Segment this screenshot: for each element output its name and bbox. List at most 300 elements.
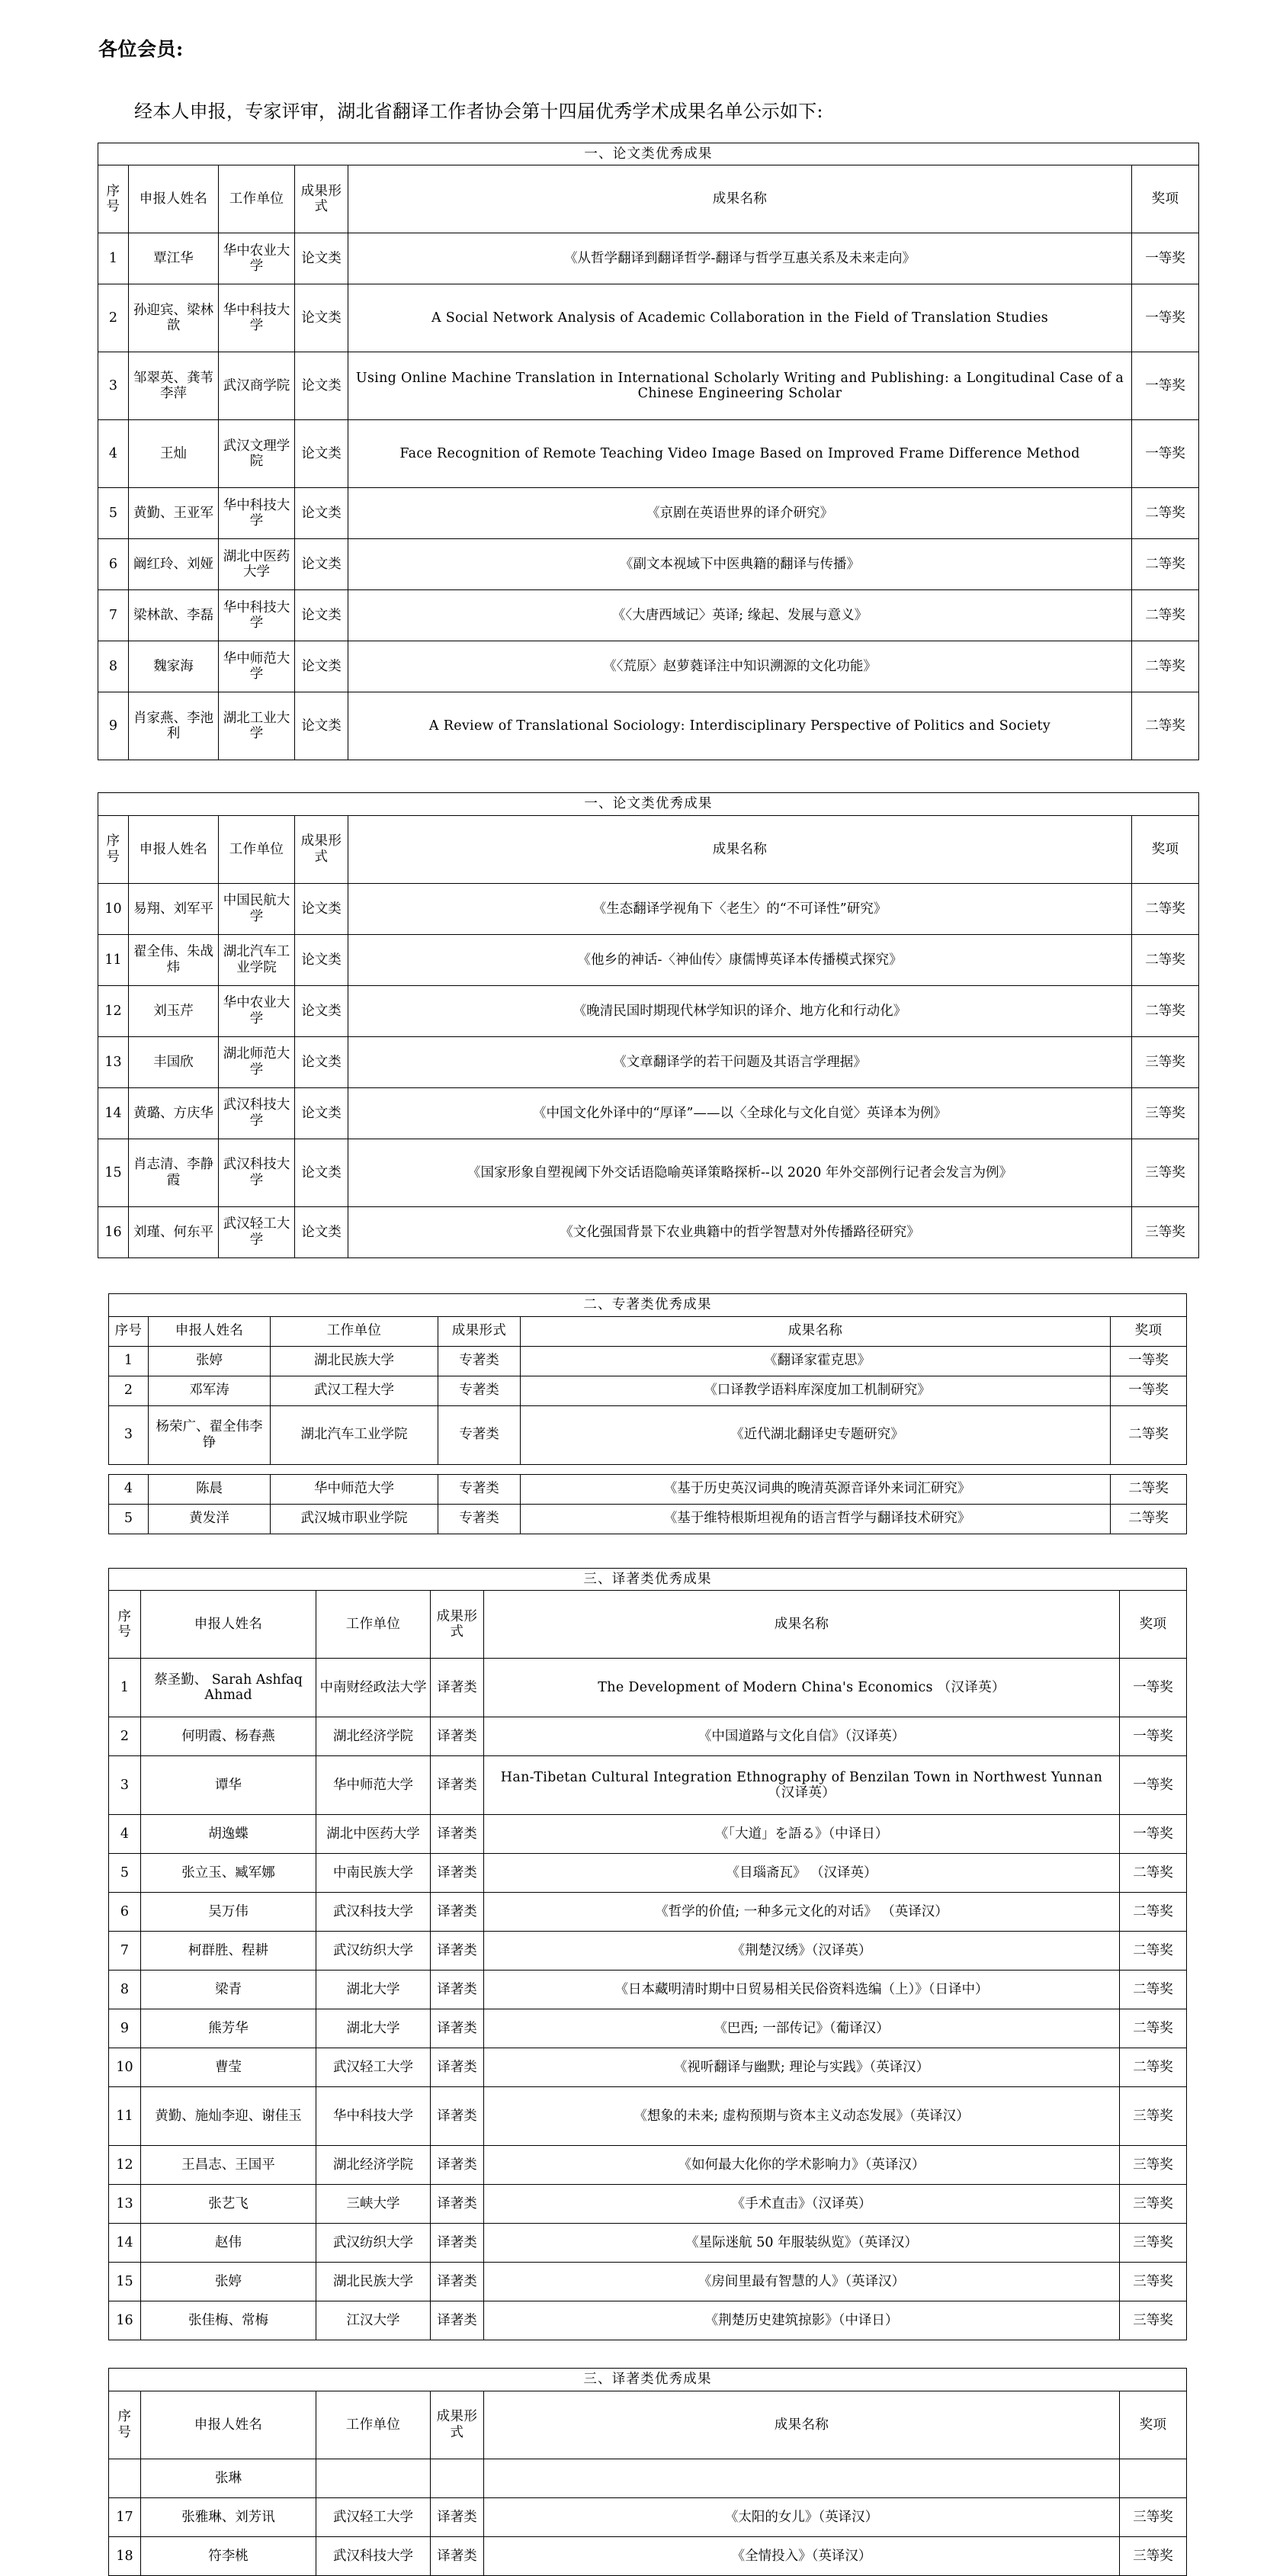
cell-award: 三等奖 <box>1120 2263 1187 2301</box>
section-monographs-b <box>108 1474 1187 1534</box>
table-row <box>109 2301 1187 2340</box>
cell-unit: 武汉商学院 <box>219 352 295 420</box>
cell-no: 2 <box>109 1717 141 1756</box>
section-heading-row <box>109 1293 1187 1316</box>
table-row <box>109 2048 1187 2087</box>
table-row <box>98 1139 1199 1206</box>
cell-no: 7 <box>109 1932 141 1971</box>
col-header-form: 成果形式 <box>295 815 348 883</box>
cell-title: 《日本藏明清时期中日贸易相关民俗资料选编（上）》（日译中） <box>484 1971 1120 2009</box>
table-row <box>98 1206 1199 1257</box>
cell-unit: 武汉纺织大学 <box>316 2224 431 2263</box>
col-header-unit: 工作单位 <box>219 165 295 233</box>
cell-no: 5 <box>109 1854 141 1893</box>
col-header-title: 成果名称 <box>348 165 1132 233</box>
cell-title: 《星际迷航 50 年服装纵览》（英译汉） <box>484 2224 1120 2263</box>
col-header-unit: 工作单位 <box>316 1591 431 1659</box>
cell-form: 译著类 <box>431 1717 484 1756</box>
cell-title: 《近代湖北翻译史专题研究》 <box>521 1405 1111 1464</box>
col-header-title: 成果名称 <box>484 2391 1120 2459</box>
cell-no: 18 <box>109 2536 141 2575</box>
cell-unit: 湖北汽车工业学院 <box>219 934 295 985</box>
cell-name: 翟全伟、朱战炜 <box>129 934 219 985</box>
cell-award: 一等奖 <box>1132 284 1199 352</box>
section-heading: 一、论文类优秀成果 <box>98 143 1199 165</box>
col-header-no: 序号 <box>98 815 129 883</box>
cell-no: 12 <box>109 2146 141 2185</box>
table-row <box>109 2146 1187 2185</box>
cell-unit: 华中科技大学 <box>219 284 295 352</box>
cell-title: 《手术直击》（汉译英） <box>484 2185 1120 2224</box>
col-header-award: 奖项 <box>1132 815 1199 883</box>
table-row <box>109 1405 1187 1464</box>
cell-name: 张婷 <box>141 2263 316 2301</box>
cell-title: Using Online Machine Translation in International Scholarly Writing and Publishing: a Longitudinal Case of a Chinese Engineering Scholar <box>348 352 1132 420</box>
salutation: 各位会员: <box>98 38 184 60</box>
cell-name: 符李桃 <box>141 2536 316 2575</box>
table-header-row <box>109 1316 1187 1346</box>
col-header-name: 申报人姓名 <box>129 165 219 233</box>
cell-no: 15 <box>98 1139 129 1206</box>
cell-award: 二等奖 <box>1132 883 1199 934</box>
cell-award: 二等奖 <box>1132 692 1199 760</box>
cell-award: 二等奖 <box>1120 1893 1187 1932</box>
cell-title: 《视听翻译与幽默; 理论与实践》（英译汉） <box>484 2048 1120 2087</box>
cell-award: 三等奖 <box>1132 1036 1199 1087</box>
cell-award: 一等奖 <box>1120 1659 1187 1717</box>
cell-title: 《副文本视域下中医典籍的翻译与传播》 <box>348 539 1132 590</box>
cell-unit: 武汉轻工大学 <box>316 2497 431 2536</box>
col-header-no: 序号 <box>98 165 129 233</box>
cell-no: 6 <box>109 1893 141 1932</box>
cell-unit: 武汉科技大学 <box>316 1893 431 1932</box>
col-header-form: 成果形式 <box>438 1316 521 1346</box>
cell-form: 论文类 <box>295 488 348 539</box>
cell-unit: 湖北民族大学 <box>316 2263 431 2301</box>
col-header-title: 成果名称 <box>521 1316 1111 1346</box>
table-row <box>109 1474 1187 1504</box>
table-row <box>109 1659 1187 1717</box>
cell-no: 1 <box>109 1659 141 1717</box>
table-row <box>109 2263 1187 2301</box>
cell-name: 张婷 <box>149 1346 271 1376</box>
cell-name: 阚红玲、刘娅 <box>129 539 219 590</box>
cell-title: 《中国道路与文化自信》（汉译英） <box>484 1717 1120 1756</box>
cell-form: 译著类 <box>431 2048 484 2087</box>
col-header-title: 成果名称 <box>484 1591 1120 1659</box>
cell-title: A Social Network Analysis of Academic Collaboration in the Field of Translation Studies <box>348 284 1132 352</box>
cell-name: 梁青 <box>141 1971 316 2009</box>
cell-name: 张琳 <box>141 2459 316 2497</box>
cell-award: 三等奖 <box>1120 2301 1187 2340</box>
table-row <box>98 284 1199 352</box>
cell-form: 论文类 <box>295 420 348 488</box>
cell-name: 邓军涛 <box>149 1376 271 1405</box>
col-header-no: 序号 <box>109 2391 141 2459</box>
cell-unit: 湖北工业大学 <box>219 692 295 760</box>
cell-unit: 中南财经政法大学 <box>316 1659 431 1717</box>
cell-award: 三等奖 <box>1132 1206 1199 1257</box>
translations-a-rows <box>109 1659 1187 2340</box>
cell-no: 3 <box>109 1405 149 1464</box>
cell-title: 《〈荒原〉赵萝蕤译注中知识溯源的文化功能》 <box>348 641 1132 692</box>
cell-title: 《他乡的神话-〈神仙传〉康儒博英译本传播模式探究》 <box>348 934 1132 985</box>
cell-no: 8 <box>98 641 129 692</box>
cell-title: 《晚清民国时期现代林学知识的译介、地方化和行动化》 <box>348 985 1132 1036</box>
table-row <box>109 2497 1187 2536</box>
cell-title: 《文化强国背景下农业典籍中的哲学智慧对外传播路径研究》 <box>348 1206 1132 1257</box>
cell-award: 二等奖 <box>1132 641 1199 692</box>
cell-award: 二等奖 <box>1132 488 1199 539</box>
cell-unit: 武汉文理学院 <box>219 420 295 488</box>
cell-title: Face Recognition of Remote Teaching Video Image Based on Improved Frame Difference Method <box>348 420 1132 488</box>
cell-award: 三等奖 <box>1120 2536 1187 2575</box>
cell-title: 《京剧在英语世界的译介研究》 <box>348 488 1132 539</box>
table-row <box>109 1504 1187 1534</box>
cell-award: 二等奖 <box>1132 539 1199 590</box>
cell-name: 孙迎宾、梁林歆 <box>129 284 219 352</box>
cell-form: 译著类 <box>431 1815 484 1854</box>
cell-no: 15 <box>109 2263 141 2301</box>
cell-award: 三等奖 <box>1120 2224 1187 2263</box>
cell-name: 曹莹 <box>141 2048 316 2087</box>
cell-name: 刘玉芹 <box>129 985 219 1036</box>
table-row <box>109 2459 1187 2497</box>
cell-unit: 武汉城市职业学院 <box>271 1504 438 1534</box>
cell-unit <box>316 2459 431 2497</box>
table-row <box>98 488 1199 539</box>
cell-award: 二等奖 <box>1132 985 1199 1036</box>
section-heading: 三、译著类优秀成果 <box>109 1568 1187 1591</box>
cell-name: 刘瑾、何东平 <box>129 1206 219 1257</box>
cell-name: 黄勤、施灿李迎、谢佳玉 <box>141 2087 316 2146</box>
cell-form: 专著类 <box>438 1376 521 1405</box>
cell-name: 易翔、刘军平 <box>129 883 219 934</box>
table-row <box>109 1971 1187 2009</box>
cell-title: 《房间里最有智慧的人》（英译汉） <box>484 2263 1120 2301</box>
cell-unit: 湖北师范大学 <box>219 1036 295 1087</box>
cell-form <box>431 2459 484 2497</box>
cell-unit: 华中师范大学 <box>219 641 295 692</box>
cell-no: 1 <box>98 233 129 284</box>
table-header-row <box>98 165 1199 233</box>
cell-name: 柯群胜、程耕 <box>141 1932 316 1971</box>
translations-b-rows <box>109 2459 1187 2575</box>
cell-title: 《哲学的价值; 一种多元文化的对话》 （英译汉） <box>484 1893 1120 1932</box>
table-row <box>98 590 1199 641</box>
cell-award: 二等奖 <box>1132 934 1199 985</box>
cell-unit: 湖北大学 <box>316 2009 431 2048</box>
cell-form: 译著类 <box>431 2224 484 2263</box>
cell-form: 论文类 <box>295 1036 348 1087</box>
table-row <box>109 2536 1187 2575</box>
cell-name: 肖家燕、李池利 <box>129 692 219 760</box>
cell-unit: 华中师范大学 <box>316 1756 431 1815</box>
cell-award: 二等奖 <box>1120 1854 1187 1893</box>
cell-title: 《荆楚汉绣》（汉译英） <box>484 1932 1120 1971</box>
col-header-award: 奖项 <box>1132 165 1199 233</box>
cell-unit: 武汉科技大学 <box>316 2536 431 2575</box>
cell-no: 3 <box>109 1756 141 1815</box>
cell-unit: 江汉大学 <box>316 2301 431 2340</box>
col-header-award: 奖项 <box>1120 2391 1187 2459</box>
cell-form: 论文类 <box>295 883 348 934</box>
cell-no: 5 <box>98 488 129 539</box>
cell-name: 黄勤、王亚军 <box>129 488 219 539</box>
cell-name: 黄璐、方庆华 <box>129 1087 219 1139</box>
table-row <box>98 1036 1199 1087</box>
cell-name: 王灿 <box>129 420 219 488</box>
col-header-name: 申报人姓名 <box>141 2391 316 2459</box>
section-heading-row <box>98 143 1199 165</box>
cell-form: 译著类 <box>431 2263 484 2301</box>
cell-form: 论文类 <box>295 590 348 641</box>
cell-award: 二等奖 <box>1132 590 1199 641</box>
cell-name: 陈晨 <box>149 1474 271 1504</box>
col-header-unit: 工作单位 <box>219 815 295 883</box>
table-row <box>109 1717 1187 1756</box>
papers-a-rows <box>98 233 1199 760</box>
cell-title: 《基于维特根斯坦视角的语言哲学与翻译技术研究》 <box>521 1504 1111 1534</box>
cell-unit: 华中科技大学 <box>219 488 295 539</box>
cell-name: 谭华 <box>141 1756 316 1815</box>
cell-no: 3 <box>98 352 129 420</box>
cell-award: 三等奖 <box>1120 2146 1187 2185</box>
cell-unit: 华中师范大学 <box>271 1474 438 1504</box>
cell-unit: 华中科技大学 <box>316 2087 431 2146</box>
cell-no: 4 <box>109 1474 149 1504</box>
table-row <box>109 1815 1187 1854</box>
cell-no: 13 <box>109 2185 141 2224</box>
cell-title: 《口译教学语料库深度加工机制研究》 <box>521 1376 1111 1405</box>
cell-title: 《从哲学翻译到翻译哲学-翻译与哲学互惠关系及未来走向》 <box>348 233 1132 284</box>
table-header-row <box>109 1591 1187 1659</box>
monographs-b-rows <box>109 1474 1187 1534</box>
cell-form: 译著类 <box>431 1893 484 1932</box>
section-heading-row <box>109 2369 1187 2391</box>
cell-award: 二等奖 <box>1120 2048 1187 2087</box>
cell-award: 一等奖 <box>1132 352 1199 420</box>
table-row <box>109 1756 1187 1815</box>
cell-name: 吴万伟 <box>141 1893 316 1932</box>
col-header-unit: 工作单位 <box>316 2391 431 2459</box>
cell-award: 三等奖 <box>1120 2185 1187 2224</box>
cell-form: 论文类 <box>295 692 348 760</box>
cell-form: 译著类 <box>431 2009 484 2048</box>
cell-name: 熊芳华 <box>141 2009 316 2048</box>
cell-award: 二等奖 <box>1111 1405 1187 1464</box>
cell-award: 二等奖 <box>1120 1971 1187 2009</box>
cell-form: 译著类 <box>431 2087 484 2146</box>
cell-title: 《想象的未来; 虚构预期与资本主义动态发展》（英译汉） <box>484 2087 1120 2146</box>
translations-a-table <box>108 1568 1187 2341</box>
cell-form: 论文类 <box>295 1139 348 1206</box>
col-header-name: 申报人姓名 <box>129 815 219 883</box>
cell-award: 三等奖 <box>1120 2497 1187 2536</box>
cell-no: 13 <box>98 1036 129 1087</box>
cell-name: 肖志清、李静霞 <box>129 1139 219 1206</box>
cell-name: 张立玉、臧军娜 <box>141 1854 316 1893</box>
cell-form: 译著类 <box>431 1932 484 1971</box>
cell-form: 论文类 <box>295 641 348 692</box>
cell-title: 《荆楚历史建筑掠影》（中译日） <box>484 2301 1120 2340</box>
section-heading: 二、专著类优秀成果 <box>109 1293 1187 1316</box>
cell-no: 12 <box>98 985 129 1036</box>
col-header-form: 成果形式 <box>295 165 348 233</box>
monographs-a-table <box>108 1293 1187 1465</box>
cell-unit: 武汉科技大学 <box>219 1087 295 1139</box>
cell-name: 张雅琳、刘芳讯 <box>141 2497 316 2536</box>
col-header-form: 成果形式 <box>431 2391 484 2459</box>
cell-title: 《中国文化外译中的“厚译”——以〈全球化与文化自觉〉英译本为例》 <box>348 1087 1132 1139</box>
section-monographs-a <box>108 1293 1187 1465</box>
cell-unit: 中国民航大学 <box>219 883 295 934</box>
cell-name: 丰国欣 <box>129 1036 219 1087</box>
col-header-name: 申报人姓名 <box>149 1316 271 1346</box>
section-heading: 三、译著类优秀成果 <box>109 2369 1187 2391</box>
cell-form: 专著类 <box>438 1504 521 1534</box>
cell-no: 8 <box>109 1971 141 2009</box>
cell-award: 一等奖 <box>1132 233 1199 284</box>
cell-award: 一等奖 <box>1120 1756 1187 1815</box>
table-row <box>109 1346 1187 1376</box>
cell-unit: 武汉工程大学 <box>271 1376 438 1405</box>
cell-no: 4 <box>109 1815 141 1854</box>
cell-no: 11 <box>98 934 129 985</box>
cell-award: 一等奖 <box>1120 1815 1187 1854</box>
cell-form: 译著类 <box>431 1971 484 2009</box>
table-row <box>109 1376 1187 1405</box>
papers-b-rows <box>98 883 1199 1257</box>
cell-form: 论文类 <box>295 985 348 1036</box>
col-header-title: 成果名称 <box>348 815 1132 883</box>
cell-title: A Review of Translational Sociology: Interdisciplinary Perspective of Politics and Society <box>348 692 1132 760</box>
cell-unit: 武汉纺织大学 <box>316 1932 431 1971</box>
cell-no: 6 <box>98 539 129 590</box>
cell-unit: 武汉轻工大学 <box>219 1206 295 1257</box>
table-row <box>109 2224 1187 2263</box>
cell-no: 16 <box>98 1206 129 1257</box>
table-row <box>98 1087 1199 1139</box>
cell-form: 专著类 <box>438 1405 521 1464</box>
cell-name: 蔡圣勤、 Sarah Ashfaq Ahmad <box>141 1659 316 1717</box>
cell-form: 论文类 <box>295 284 348 352</box>
cell-title: 《翻译家霍克思》 <box>521 1346 1111 1376</box>
cell-form: 译著类 <box>431 1756 484 1815</box>
cell-title: 《「大道」を語る》（中译日） <box>484 1815 1120 1854</box>
cell-title: 《国家形象自塑视阈下外交话语隐喻英译策略探析--以 2020 年外交部例行记者会发言为例》 <box>348 1139 1132 1206</box>
cell-name: 王昌志、王国平 <box>141 2146 316 2185</box>
cell-no: 10 <box>109 2048 141 2087</box>
cell-unit: 华中农业大学 <box>219 233 295 284</box>
cell-unit: 湖北大学 <box>316 1971 431 2009</box>
cell-form: 论文类 <box>295 539 348 590</box>
cell-title: 《基于历史英汉词典的晚清英源音译外来词汇研究》 <box>521 1474 1111 1504</box>
col-header-no: 序号 <box>109 1591 141 1659</box>
cell-no: 9 <box>109 2009 141 2048</box>
col-header-award: 奖项 <box>1120 1591 1187 1659</box>
section-heading-row <box>98 793 1199 816</box>
cell-award: 一等奖 <box>1120 1717 1187 1756</box>
cell-name: 张艺飞 <box>141 2185 316 2224</box>
cell-form: 论文类 <box>295 352 348 420</box>
cell-form: 译著类 <box>431 1854 484 1893</box>
cell-no: 1 <box>109 1346 149 1376</box>
cell-no: 4 <box>98 420 129 488</box>
cell-title: 《目瑙斋瓦》 （汉译英） <box>484 1854 1120 1893</box>
cell-name: 胡逸蝶 <box>141 1815 316 1854</box>
cell-unit: 华中科技大学 <box>219 590 295 641</box>
cell-title: 《文章翻译学的若干问题及其语言学理据》 <box>348 1036 1132 1087</box>
cell-name: 杨荣广、翟全伟李铮 <box>149 1405 271 1464</box>
cell-form: 译著类 <box>431 2536 484 2575</box>
cell-title: 《生态翻译学视角下〈老生〉的“不可译性”研究》 <box>348 883 1132 934</box>
table-row <box>109 2009 1187 2048</box>
cell-form: 译著类 <box>431 2146 484 2185</box>
cell-form: 专著类 <box>438 1474 521 1504</box>
table-row <box>98 641 1199 692</box>
cell-unit: 湖北民族大学 <box>271 1346 438 1376</box>
cell-unit: 三峡大学 <box>316 2185 431 2224</box>
intro-paragraph: 经本人申报，专家评审，湖北省翻译工作者协会第十四届优秀学术成果名单公示如下: <box>134 100 823 122</box>
cell-name: 覃江华 <box>129 233 219 284</box>
table-row <box>109 1932 1187 1971</box>
monographs-a-rows <box>109 1346 1187 1464</box>
table-row <box>109 1893 1187 1932</box>
papers-a-table <box>98 143 1199 761</box>
cell-name: 邹翠英、龚苇李萍 <box>129 352 219 420</box>
cell-name: 梁林歆、李磊 <box>129 590 219 641</box>
cell-unit: 武汉轻工大学 <box>316 2048 431 2087</box>
cell-no: 2 <box>98 284 129 352</box>
cell-form: 译著类 <box>431 2185 484 2224</box>
table-header-row <box>98 815 1199 883</box>
cell-title: 《巴西; 一部传记》（葡译汉） <box>484 2009 1120 2048</box>
translations-b-table <box>108 2368 1187 2576</box>
col-header-award: 奖项 <box>1111 1316 1187 1346</box>
cell-award: 一等奖 <box>1111 1376 1187 1405</box>
col-header-name: 申报人姓名 <box>141 1591 316 1659</box>
cell-title: Han-Tibetan Cultural Integration Ethnography of Benzilan Town in Northwest Yunnan （汉译英） <box>484 1756 1120 1815</box>
cell-form: 译著类 <box>431 2301 484 2340</box>
cell-form: 论文类 <box>295 934 348 985</box>
table-row <box>98 539 1199 590</box>
cell-award: 三等奖 <box>1132 1087 1199 1139</box>
cell-unit: 湖北经济学院 <box>316 2146 431 2185</box>
cell-form: 专著类 <box>438 1346 521 1376</box>
cell-no: 17 <box>109 2497 141 2536</box>
cell-unit: 湖北中医药大学 <box>219 539 295 590</box>
cell-no: 14 <box>109 2224 141 2263</box>
table-row <box>98 420 1199 488</box>
cell-no: 2 <box>109 1376 149 1405</box>
cell-name: 黄发洋 <box>149 1504 271 1534</box>
cell-no <box>109 2459 141 2497</box>
cell-name: 张佳梅、常梅 <box>141 2301 316 2340</box>
cell-form: 译著类 <box>431 1659 484 1717</box>
section-heading: 一、论文类优秀成果 <box>98 793 1199 816</box>
cell-name: 何明霞、杨春燕 <box>141 1717 316 1756</box>
table-row <box>109 2185 1187 2224</box>
table-row <box>98 883 1199 934</box>
cell-no: 5 <box>109 1504 149 1534</box>
col-header-unit: 工作单位 <box>271 1316 438 1346</box>
cell-title: 《太阳的女儿》（英译汉） <box>484 2497 1120 2536</box>
cell-form: 论文类 <box>295 233 348 284</box>
cell-title <box>484 2459 1120 2497</box>
cell-unit: 武汉科技大学 <box>219 1139 295 1206</box>
monographs-b-table <box>108 1474 1187 1534</box>
